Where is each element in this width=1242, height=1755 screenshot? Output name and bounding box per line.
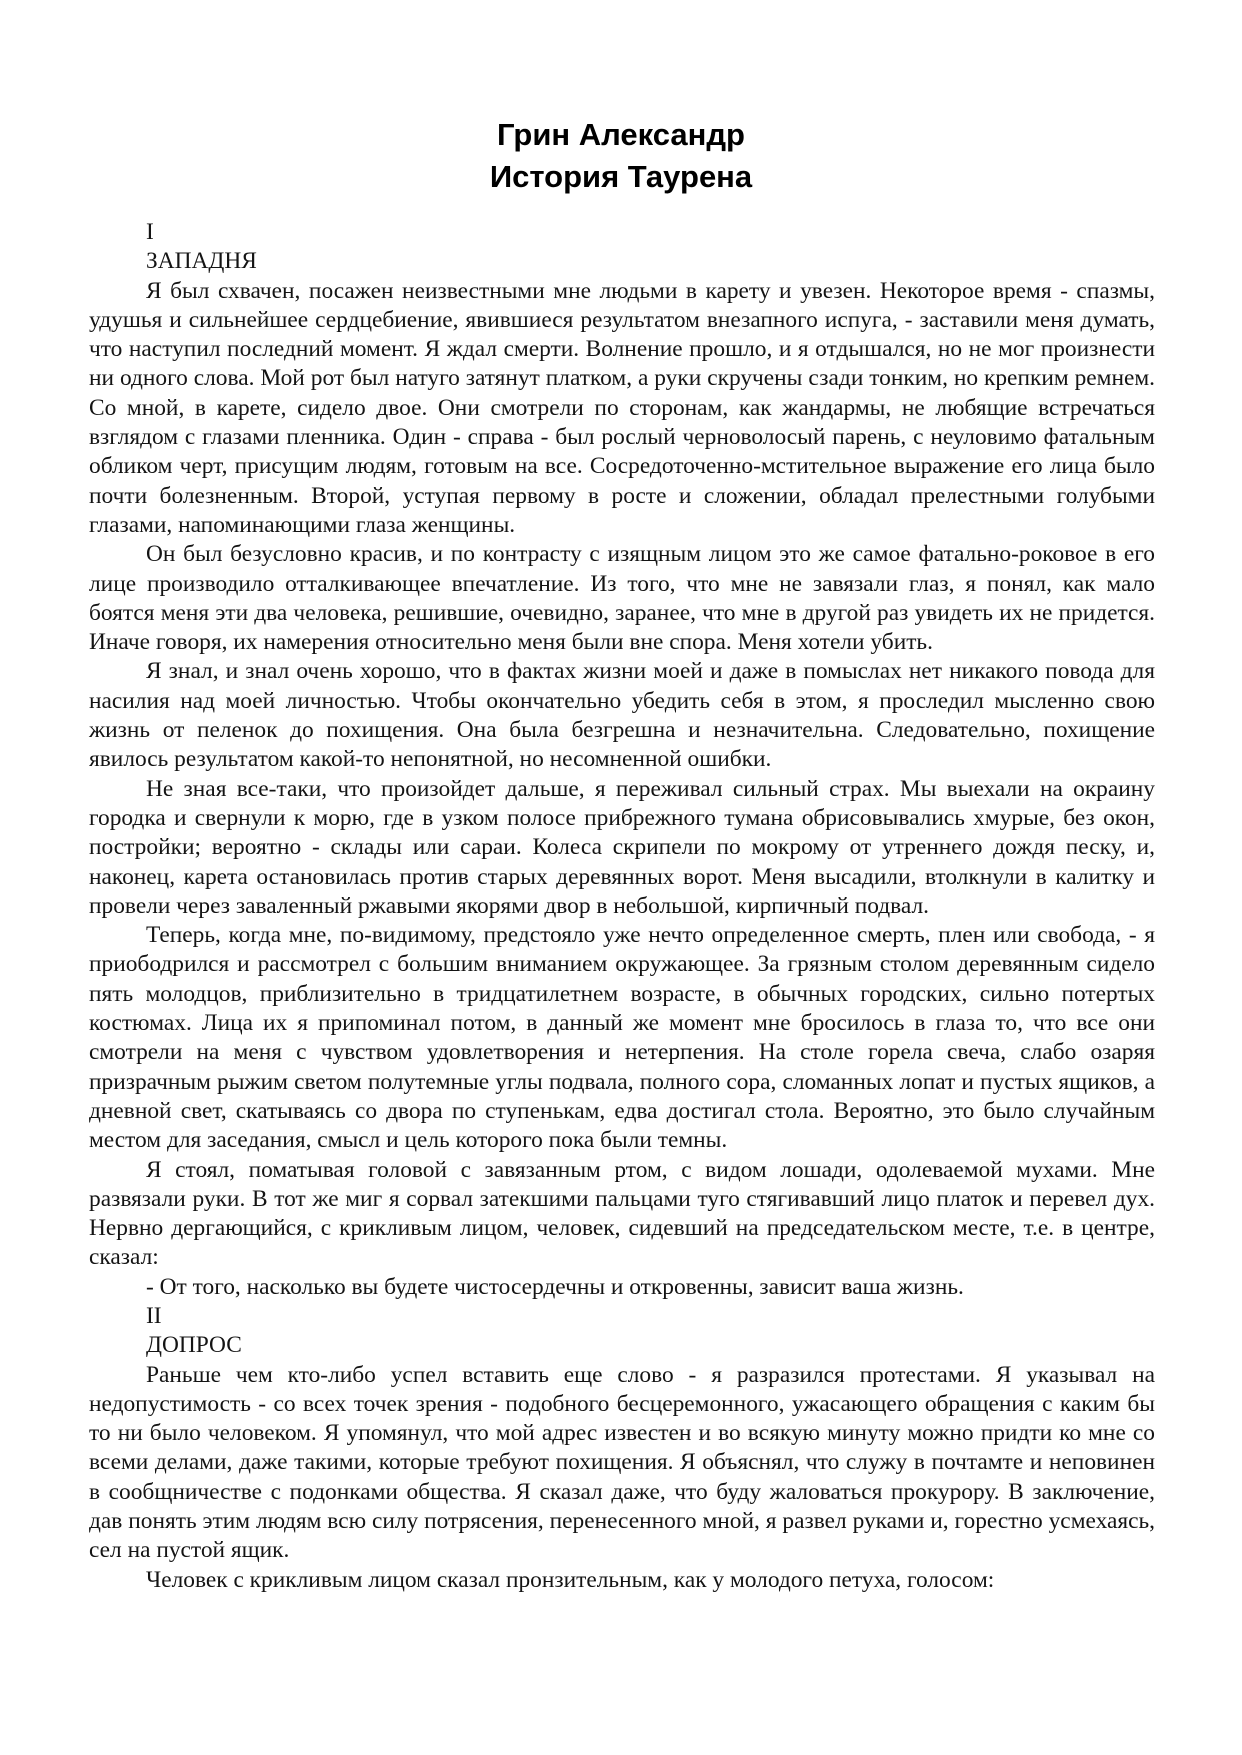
paragraph: Я стоял, поматывая головой с завязанным ртом, с видом лошади, одолеваемой мухами. Мне развязали руки. В тот же миг я сорвал затекшими пальцами туго стягивавший лицо платок и перевел дух. Нервно дергающийся, с крикливым лицом, человек, сидевший на председательском месте, т.е. в центре, сказал: <box>89 1156 1155 1271</box>
chapter-title: ДОПРОС <box>146 1332 242 1359</box>
paragraph: Теперь, когда мне, по-видимому, предстояло уже нечто определенное смерть, плен или свобода, - я приободрился и рассмотрел с большим вниманием окружающее. За грязным столом деревянным сидело пять молодцов, приблизительно в тридцатилетнем возрасте, в обычных городских, сильно потертых костюмах. Лица их я припоминал потом, в данный же момент мне бросилось в глаза то, что все они смотрели на меня с чувством удовлетворения и нетерпения. На столе горела свеча, слабо озаряя призрачным рыжим светом полутемные углы подвала, полного сора, сломанных лопат и пустых ящиков, а дневной свет, скатываясь со двора по ступенькам, едва достигал стола. Вероятно, это было случайным местом для заседания, смысл и цель которого пока были темны. <box>89 922 1155 1154</box>
paragraph: Я был схвачен, посажен неизвестными мне людьми в карету и увезен. Некоторое время - спазмы, удушья и сильнейшее сердцебиение, явившиеся результатом внезапного испуга, - заставили меня думать, что наступил последний момент. Я ждал смерти. Волнение прошло, и я отдышался, но не мог произнести ни одного слова. Мой рот был натуго затянут платком, а руки скручены сзади тонким, но крепким ремнем. Со мной, в карете, сидело двое. Они смотрели по сторонам, как жандармы, не любящие встречаться взглядом с глазами пленника. Один - справа - был рослый черноволосый парень, с неуловимо фатальным обликом черт, присущим людям, готовым на все. Сосредоточенно-мстительное выражение его лица было почти болезненным. Второй, уступая первому в росте и сложении, обладал прелестными голубыми глазами, напоминающими глаза женщины. <box>89 277 1155 538</box>
paragraph: Человек с крикливым лицом сказал пронзительным, как у молодого петуха, голосом: <box>146 1566 995 1593</box>
chapter-title: ЗАПАДНЯ <box>146 248 257 275</box>
document-body <box>89 218 1155 1595</box>
paragraph: Я знал, и знал очень хорошо, что в фактах жизни моей и даже в помыслах нет никакого повода для насилия над моей личностью. Чтобы окончательно убедить себя в этом, я проследил мысленно свою жизнь от пеленок до похищения. Она была безгрешна и незначительна. Следовательно, похищение явилось результатом какой-то непонятной, но несомненной ошибки. <box>89 658 1155 773</box>
book-title: История Таурена <box>489 159 753 194</box>
paragraph: Раньше чем кто-либо успел вставить еще слово - я разразился протестами. Я указывал на недопустимость - со всех точек зрения - подобного бесцеремонного, ужасающего обращения с каким бы то ни было человеком. Я упомянул, что мой адрес известен и во всякую минуту можно придти ко мне со всеми делами, даже такими, которые требуют похищения. Я объяснял, что служу в почтамте и неповинен в сообщничестве с подонками общества. Я сказал даже, что буду жаловаться прокурору. В заключение, дав понять этим людям всю силу потрясения, перенесенного мной, я развел руками и, горестно усмехаясь, сел на пустой ящик. <box>89 1361 1155 1564</box>
paragraph: Не зная все-таки, что произойдет дальше, я переживал сильный страх. Мы выехали на окраину городка и свернули к морю, где в узком полосе прибрежного тумана обрисовывались хмурые, без окон, постройки; вероятно - склады или сараи. Колеса скрипели по мокрому от утреннего дождя песку, и, наконец, карета остановилась против старых деревянных ворот. Меня высадили, втолкнули в калитку и провели через заваленный ржавыми якорями двор в небольшой, кирпичный подвал. <box>89 775 1155 919</box>
chapter-number: I <box>146 219 154 245</box>
author-name: Грин Александр <box>497 117 745 152</box>
paragraph: Он был безусловно красив, и по контрасту с изящным лицом это же самое фатально-роковое в его лице производило отталкивающее впечатление. Из того, что мне не завязали глаз, я понял, как мало боятся меня эти два человека, решившие, очевидно, заранее, что мне в другой раз увидеть их не придется. Иначе говоря, их намерения относительно меня были вне спора. Меня хотели убить. <box>89 541 1155 656</box>
document-title-block <box>0 114 1242 198</box>
dialogue-line: - От того, насколько вы будете чистосердечны и откровенны, зависит ваша жизнь. <box>146 1273 964 1300</box>
chapter-number: II <box>146 1302 162 1329</box>
